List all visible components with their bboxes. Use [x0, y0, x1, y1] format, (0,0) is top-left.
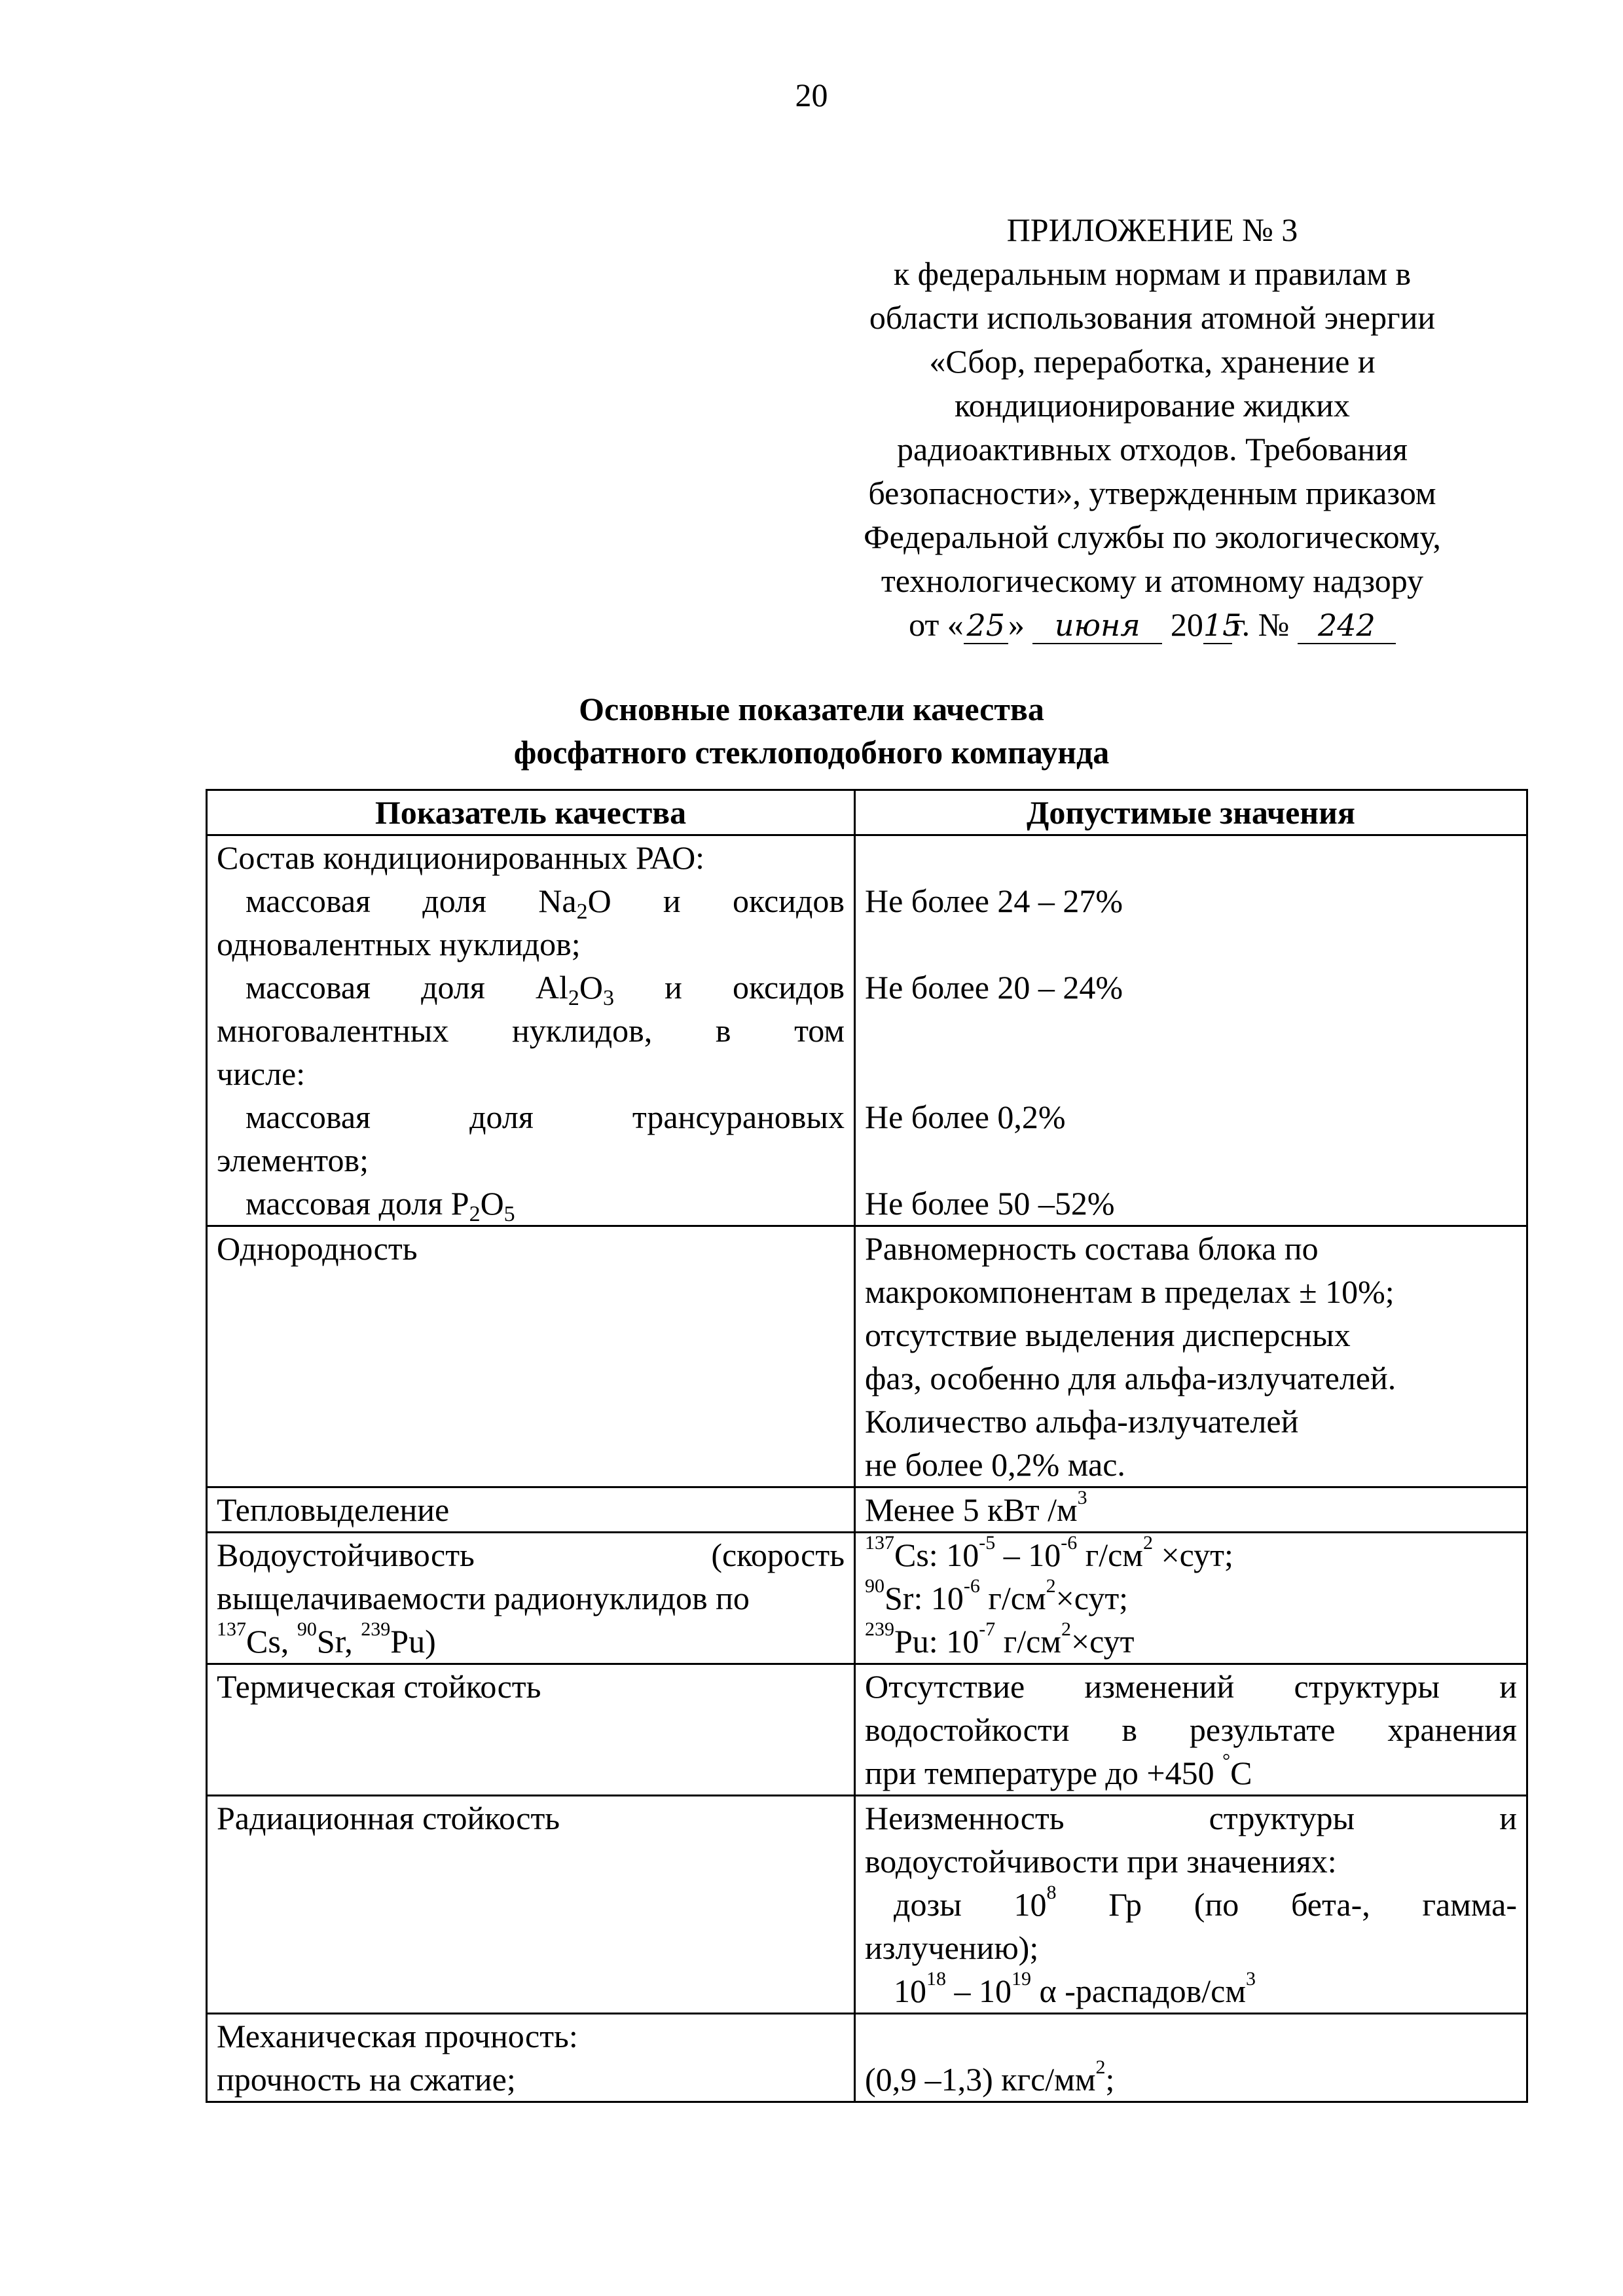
table-row-heat-release [207, 1487, 1527, 1533]
appendix-line: кондиционирование жидких [955, 387, 1350, 424]
sr-leach-rate: $^{90}$Sr: $10^{-6}$ $г/см^2\times сут$; [865, 1575, 1129, 1616]
table-row-mechanical-strength [207, 2014, 1527, 2102]
page-number: 20 [795, 77, 828, 113]
date-quote-close: » [1008, 606, 1025, 643]
water-indicator: Водоустойчивость (скорость выщелачиваемости радионуклидов по $^{137}$Cs, $^{90}$Sr, $^{239}$Pu) [207, 1533, 855, 1664]
homogeneity-values: Равномерность состава блока по макрокомпонентам в пределах ± 10%; отсутствие выделения дисперсных фаз, особенно для альфа-излучателей. Количество альфа-излучателей не более 0,2% мас. [855, 1226, 1527, 1487]
appendix-line: области использования атомной энергии [869, 299, 1436, 336]
al2o3-value: Не более 20 – 24% [865, 969, 1123, 1006]
table-title-line: фосфатного стеклоподобного компаунда [513, 734, 1110, 771]
year-prefix: 20 [1170, 606, 1203, 643]
thermal-indicator: Термическая стойкость [207, 1664, 855, 1796]
appendix-line: «Сбор, переработка, хранение и [929, 343, 1376, 380]
table-title-line: Основные показатели качества [579, 691, 1044, 727]
quality-table [206, 789, 1528, 2103]
thermal-values: Отсутствие изменений структуры и водостойкости в результате хранения при температуре до +450 °С [855, 1664, 1527, 1796]
composition-indicator: Состав кондиционированных РАО: массовая доля $Na_2O$ и оксидов одновалентных нуклидов; массовая доля $Al_2O_3$ и оксидов многовалентных нуклидов, в том числе: массовая доля трансурановых элементов; массовая доля $P_2O_5$ [207, 835, 855, 1226]
pu-leach-rate: $^{239}$Pu: $10^{-7}$ $г/см^2\times сут$ [865, 1618, 1135, 1660]
table-row-composition [207, 835, 1527, 1226]
table-title [0, 687, 1623, 774]
table-row-water-resistance [207, 1533, 1527, 1664]
table-row-homogeneity [207, 1226, 1527, 1487]
table-header-row [207, 790, 1527, 835]
appendix-line: радиоактивных отходов. Требования [896, 431, 1408, 467]
appendix-line: к федеральным нормам и правилам в [893, 255, 1412, 292]
handwritten-month: июня [1032, 609, 1162, 644]
appendix-line: технологическому и атомному надзору [881, 562, 1424, 599]
water-values [855, 1533, 1527, 1664]
na2o-value: Не более 24 – 27% [865, 883, 1123, 919]
header-allowed-values: Допустимые значения [855, 790, 1527, 835]
header-indicator: Показатель качества [207, 790, 855, 835]
table-row-thermal-stability [207, 1664, 1527, 1796]
p2o5-value: Не более 50 –52% [865, 1185, 1115, 1222]
table-row-radiation-stability [207, 1796, 1527, 2014]
mechanical-indicator: Механическая прочность: прочность на сжатие; [207, 2014, 855, 2102]
radiation-values: Неизменность структуры и водоустойчивости при значениях: дозы $10^8$ Гр (по бета-, гамма- излучению); $10^{18} - 10^{19}$ α $-распадов/см^3$ [855, 1796, 1527, 2014]
year-word: г. № [1231, 606, 1290, 643]
order-date-line [773, 603, 1532, 647]
appendix-header [773, 208, 1532, 647]
cs-leach-rate: $^{137}$Cs: $10^{-5} - 10^{-6}$ $г/см^2 \times сут$; [865, 1532, 1233, 1573]
heat-value: Менее 5 кВт $/м^3$ [855, 1487, 1527, 1533]
handwritten-order-number: 242 [1298, 609, 1396, 644]
mechanical-values: (0,9 –1,3) кгс/$мм^2$; [855, 2014, 1527, 2102]
handwritten-day: 25 [964, 609, 1008, 644]
heat-indicator: Тепловыделение [207, 1487, 855, 1533]
transuranic-value: Не более 0,2% [865, 1099, 1066, 1135]
appendix-line: безопасности», утвержденным приказом [868, 475, 1436, 511]
appendix-line: Федеральной службы по экологическому, [864, 519, 1441, 555]
composition-values [855, 835, 1527, 1226]
date-prefix: от « [909, 606, 964, 643]
handwritten-year: 15 [1203, 608, 1242, 643]
radiation-indicator: Радиационная стойкость [207, 1796, 855, 2014]
homogeneity-indicator: Однородность [207, 1226, 855, 1487]
appendix-title: ПРИЛОЖЕНИЕ № 3 [1006, 211, 1298, 248]
